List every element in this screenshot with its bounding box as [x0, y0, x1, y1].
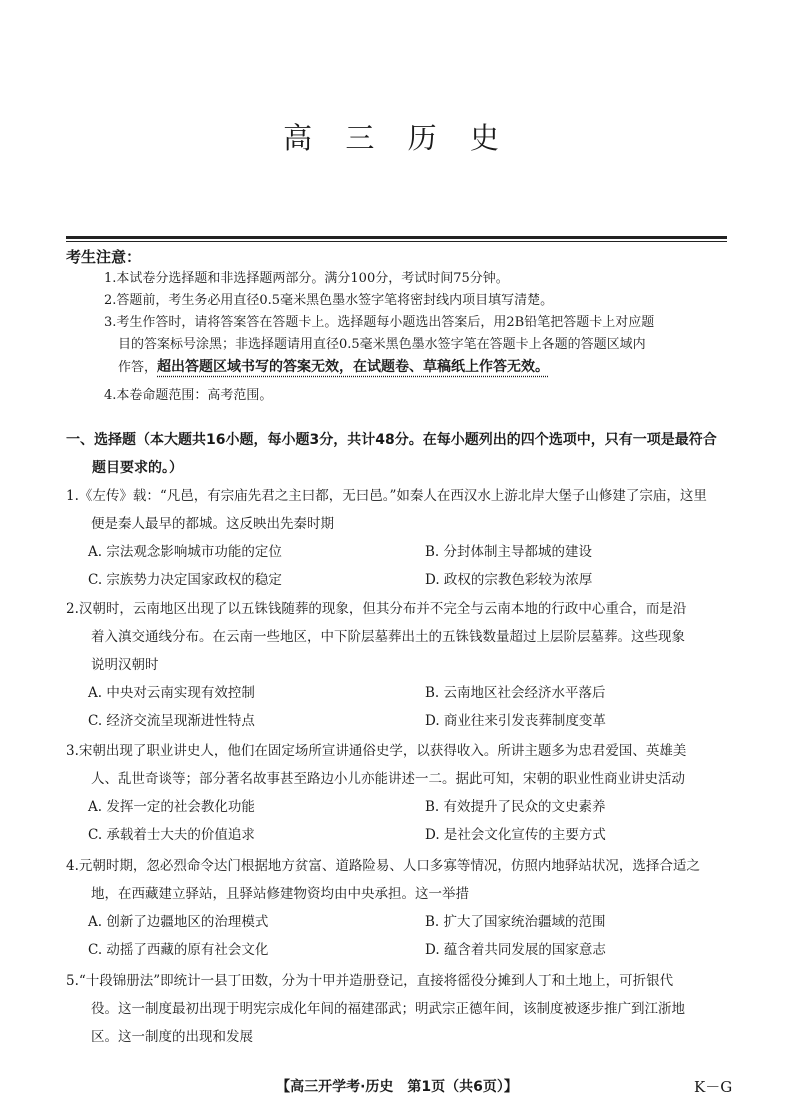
- question-stem: 2.汉朝时，云南地区出现了以五铢钱随葬的现象，但其分布并不完全与云南本地的行政中心重合，而是沿: [66, 601, 687, 617]
- option-b: B. 有效提升了民众的文史素养: [425, 799, 606, 815]
- option-row: [66, 538, 736, 566]
- notice-emphasis: 超出答题区域书写的答案无效，在试题卷、草稿纸上作答无效。: [157, 359, 550, 375]
- option-c: C. 承载着士大夫的价值追求: [88, 827, 255, 843]
- notice-item: 作答，: [118, 360, 158, 375]
- page-footer: 【高三开学考·历史 第1页（共6页）】: [276, 1079, 518, 1095]
- option-a: A. 创新了边疆地区的治理模式: [88, 914, 269, 930]
- question-stem: 3.宋朝出现了职业讲史人，他们在固定场所宣讲通俗史学，以获得收入。所讲主题多为忠君爱国、英雄美: [66, 743, 687, 759]
- section-heading-line2: 题目要求的。）: [92, 460, 183, 476]
- question-2: [66, 595, 736, 735]
- question-stem: 人、乱世奇谈等；部分著名故事甚至路边小儿亦能讲述一二。据此可知，宋朝的职业性商业讲史活动: [91, 771, 685, 787]
- question-stem: 便是秦人最早的都城。这反映出先秦时期: [91, 516, 334, 532]
- notice-item: 3.考生作答时，请将答案答在答题卡上。选择题每小题选出答案后，用2B铅笔把答题卡上对应题: [104, 315, 655, 330]
- question-stem: 说明汉朝时: [91, 657, 159, 673]
- notice-item: 目的答案标号涂黑；非选择题请用直径0.5毫米黑色墨水签字笔在答题卡上各题的答题区域内: [118, 337, 646, 352]
- option-a: A. 发挥一定的社会教化功能: [88, 799, 255, 815]
- option-a: A. 中央对云南实现有效控制: [88, 685, 255, 701]
- option-d: D. 政权的宗教色彩较为浓厚: [425, 572, 593, 588]
- notice-heading: 考生注意：: [66, 248, 142, 266]
- option-row: [66, 679, 736, 707]
- question-1: [66, 482, 736, 594]
- option-d: D. 蕴含着共同发展的国家意志: [425, 942, 606, 958]
- question-stem: 1.《左传》载：“凡邑，有宗庙先君之主曰都，无曰邑。”如秦人在西汉水上游北岸大堡子山修建了宗庙，这里: [66, 488, 707, 504]
- question-4: [66, 852, 736, 964]
- option-b: B. 云南地区社会经济水平落后: [425, 685, 606, 701]
- option-b: B. 扩大了国家统治疆域的范围: [425, 914, 606, 930]
- question-stem: 地，在西藏建立驿站，且驿站修建物资均由中央承担。这一举措: [91, 886, 469, 902]
- page-title: 高 三 历 史: [283, 121, 511, 155]
- question-stem: 区。这一制度的出现和发展: [91, 1029, 253, 1045]
- option-row: [66, 821, 736, 849]
- question-stem: 着入滇交通线分布。在云南一些地区，中下阶层墓葬出土的五铢钱数量超过上层阶层墓葬。这些现象: [91, 629, 685, 645]
- question-stem: 4.元朝时期，忽必烈命令达门根据地方贫富、道路险易、人口多寡等情况，仿照内地驿站状况，选择合适之: [66, 858, 700, 874]
- notice-item-emphasis-line: [104, 356, 744, 379]
- notice-item: 2.答题前，考生务必用直径0.5毫米黑色墨水签字笔将密封线内项目填写清楚。: [104, 293, 554, 308]
- question-5: [66, 967, 736, 1051]
- question-3: [66, 737, 736, 849]
- option-row: [66, 908, 736, 936]
- divider-thin: [66, 241, 727, 242]
- option-row: [66, 566, 736, 594]
- notice-item: 4.本卷命题范围：高考范围。: [104, 388, 273, 403]
- option-b: B. 分封体制主导都城的建设: [425, 544, 593, 560]
- option-row: [66, 793, 736, 821]
- section-heading-line1: 一、选择题（本大题共16小题，每小题3分，共计48分。在每小题列出的四个选项中，只有一项是最符合: [66, 432, 717, 448]
- notice-item: 1.本试卷分选择题和非选择题两部分。满分100分，考试时间75分钟。: [104, 271, 509, 286]
- question-stem: 役。这一制度最初出现于明宪宗成化年间的福建邵武；明武宗正德年间，该制度被逐步推广到江浙地: [91, 1001, 685, 1017]
- option-c: C. 经济交流呈现渐进性特点: [88, 713, 255, 729]
- option-d: D. 是社会文化宣传的主要方式: [425, 827, 606, 843]
- paper-code: K－G: [694, 1078, 733, 1096]
- option-c: C. 动摇了西藏的原有社会文化: [88, 942, 269, 958]
- section-heading: [66, 426, 736, 482]
- notice-list: [104, 268, 744, 407]
- option-row: [66, 936, 736, 964]
- option-row: [66, 707, 736, 735]
- divider-thick: [66, 236, 727, 239]
- question-stem: 5.“十段锦册法”即统计一县丁田数，分为十甲并造册登记，直接将徭役分摊到人丁和土地上，可折银代: [66, 973, 674, 989]
- option-a: A. 宗法观念影响城市功能的定位: [88, 544, 282, 560]
- option-d: D. 商业往来引发丧葬制度变革: [425, 713, 606, 729]
- option-c: C. 宗族势力决定国家政权的稳定: [88, 572, 282, 588]
